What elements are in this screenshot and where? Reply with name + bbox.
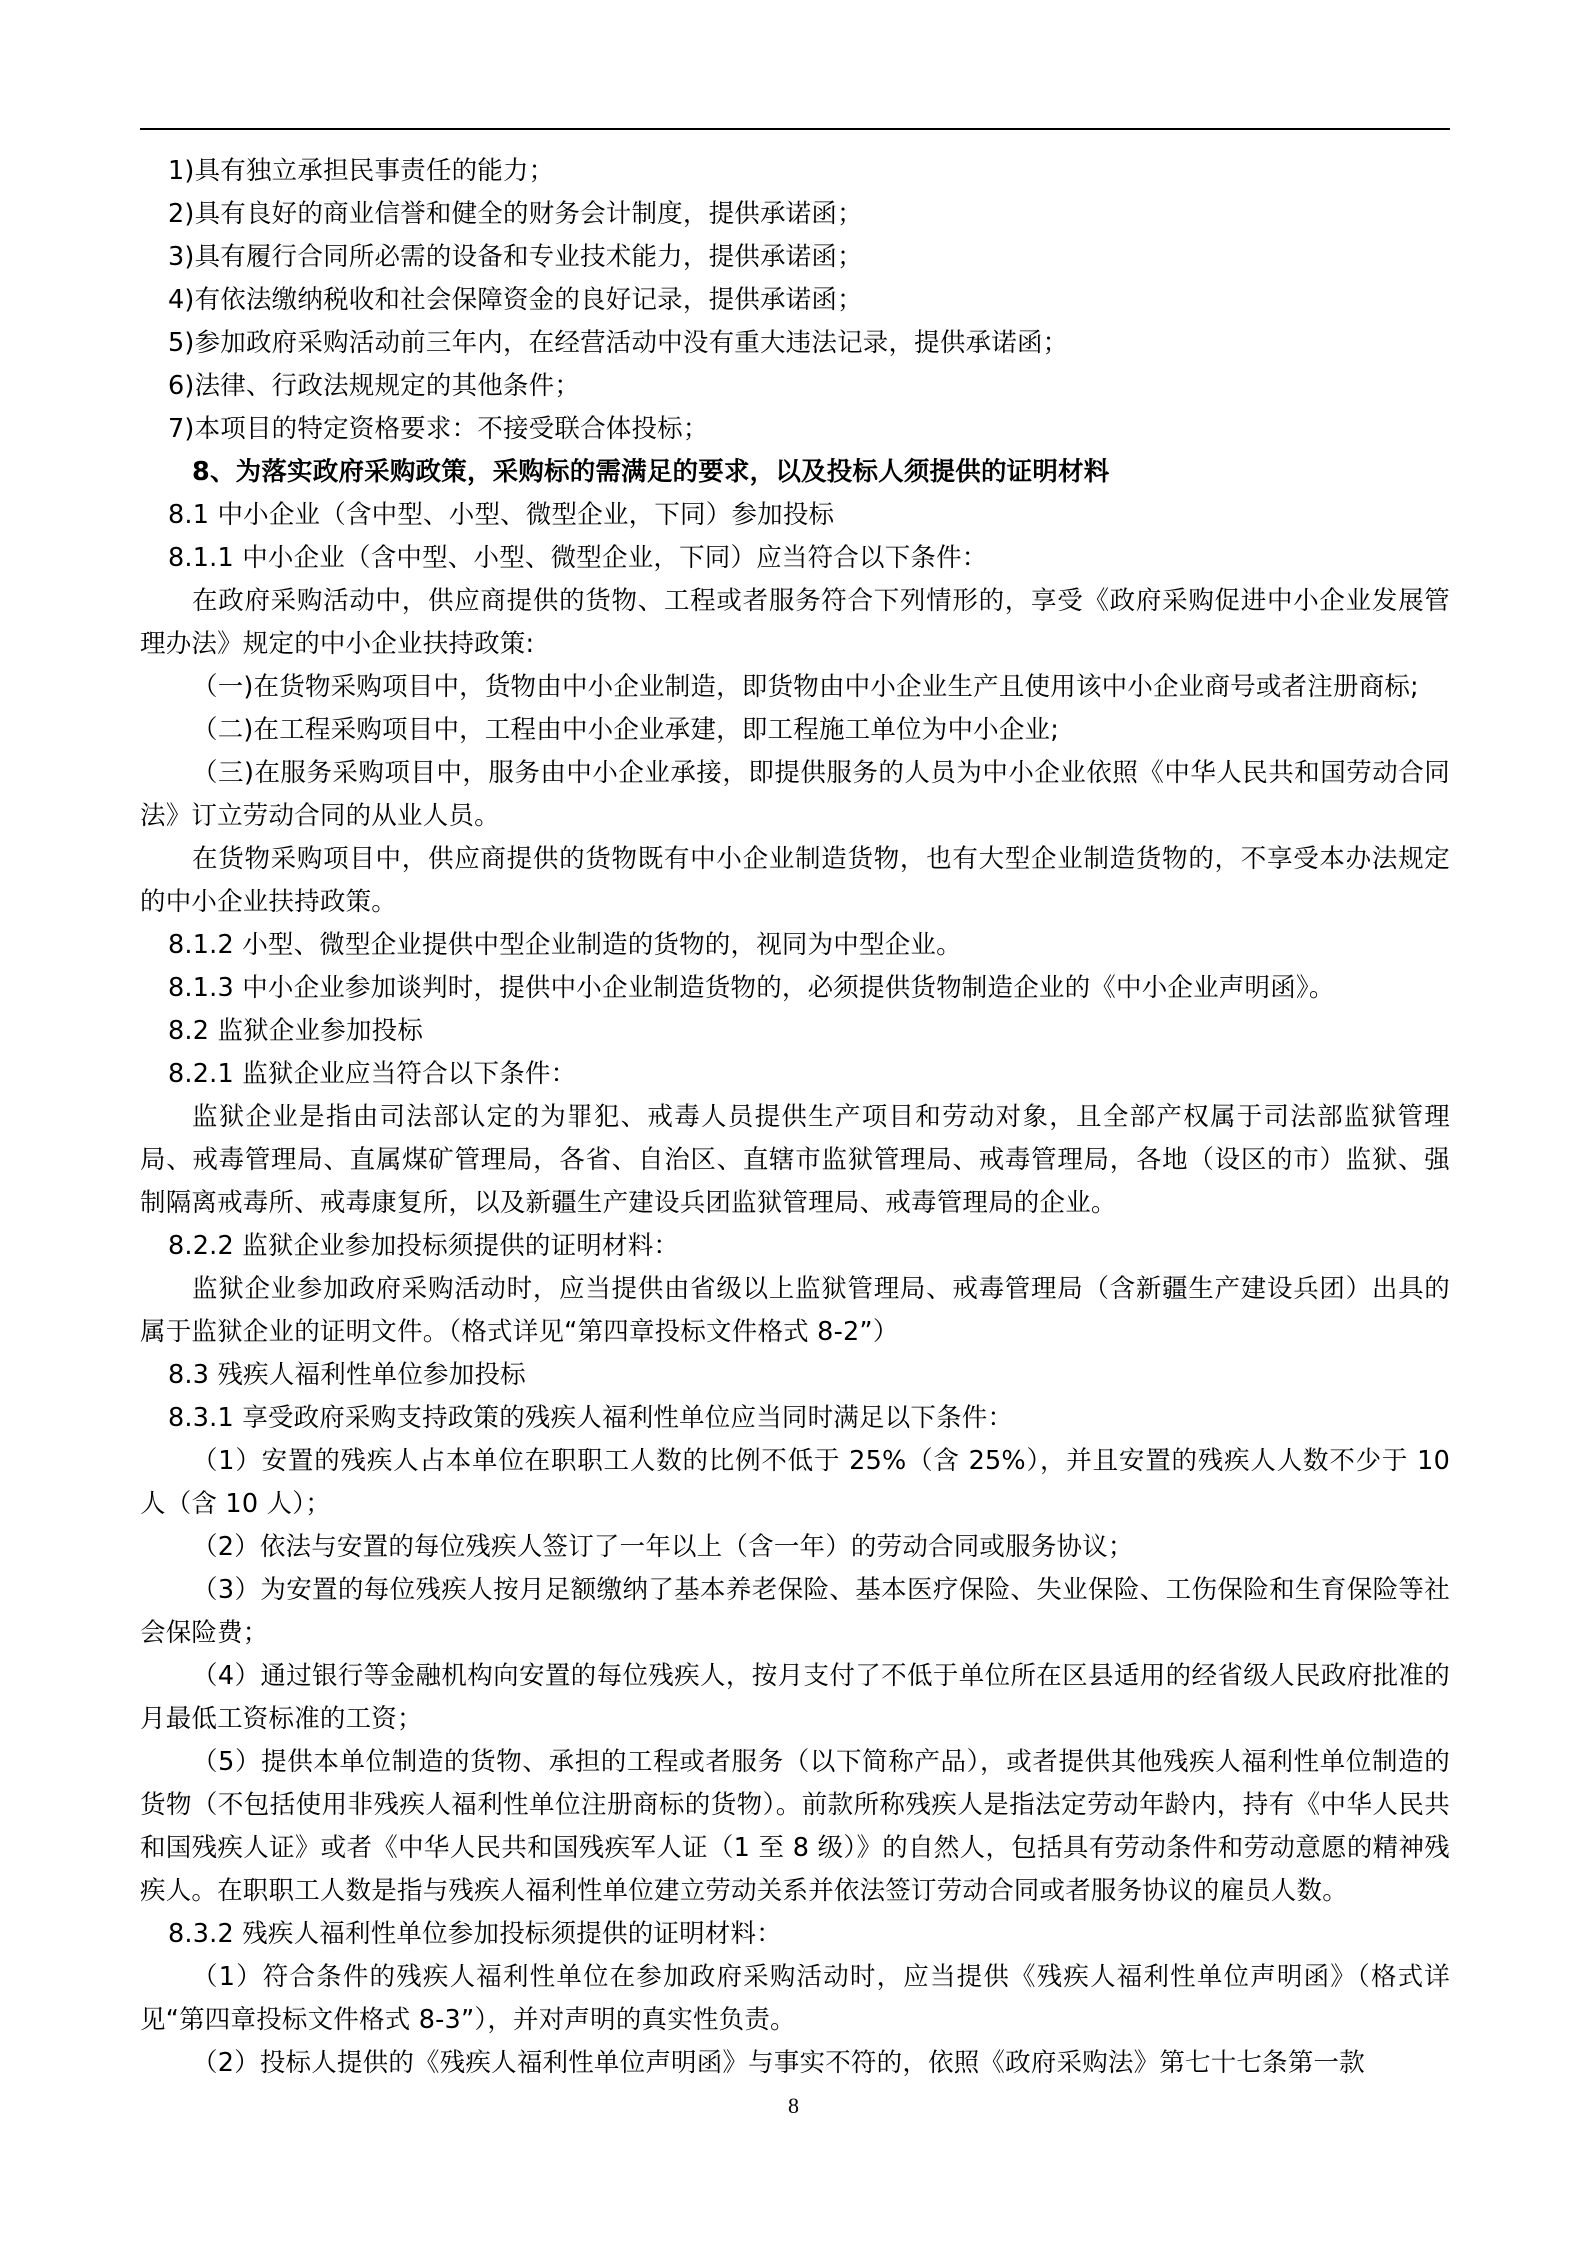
list-item: 6)法律、行政法规规定的其他条件； — [168, 371, 581, 401]
section-8-1-2: 8.1.2 小型、微型企业提供中型企业制造的货物的，视同为中型企业。 — [168, 930, 962, 960]
section-8-1-heading: 8.1 中小企业（含中型、小型、微型企业，下同）参加投标 — [168, 500, 835, 530]
paragraph: （5）提供本单位制造的货物、承担的工程或者服务（以下简称产品），或者提供其他残疾人福利性单位制造的货物（不包括使用非残疾人福利性单位注册商标的货物）。前款所称残疾人是指法定劳动年龄内，持有《中华人民共和国残疾人证》或者《中华人民共和国残疾军人证（1 至 8 级）》的自然人，包括具有劳动条件和劳动意愿的精神残疾人。在职职工人数是指与残疾人福利性单位建立劳动关系并依法签订劳动合同或者服务协议的雇员人数。 — [140, 1747, 1450, 1906]
list-item: 7)本项目的特定资格要求：不接受联合体投标； — [168, 414, 709, 444]
paragraph: （1）符合条件的残疾人福利性单位在参加政府采购活动时，应当提供《残疾人福利性单位声明函》（格式详见“第四章投标文件格式 8-3”），并对声明的真实性负责。 — [140, 1962, 1450, 2035]
paragraph: （一)在货物采购项目中，货物由中小企业制造，即货物由中小企业生产且使用该中小企业商号或者注册商标; — [192, 672, 1419, 702]
list-item: 2)具有良好的商业信誉和健全的财务会计制度，提供承诺函； — [168, 199, 863, 229]
section-8-1-3: 8.1.3 中小企业参加谈判时，提供中小企业制造货物的，必须提供货物制造企业的《中小企业声明函》。 — [168, 973, 1335, 1003]
paragraph: 监狱企业参加政府采购活动时，应当提供由省级以上监狱管理局、戒毒管理局（含新疆生产建设兵团）出具的属于监狱企业的证明文件。（格式详见“第四章投标文件格式 8-2”） — [140, 1274, 1450, 1347]
paragraph: （3）为安置的每位残疾人按月足额缴纳了基本养老保险、基本医疗保险、失业保险、工伤保险和生育保险等社会保险费； — [140, 1575, 1450, 1648]
paragraph: 在货物采购项目中，供应商提供的货物既有中小企业制造货物，也有大型企业制造货物的，不享受本办法规定的中小企业扶持政策。 — [140, 844, 1450, 917]
section-8-3-2-heading: 8.3.2 残疾人福利性单位参加投标须提供的证明材料： — [168, 1919, 782, 1949]
paragraph: 在政府采购活动中，供应商提供的货物、工程或者服务符合下列情形的，享受《政府采购促进中小企业发展管理办法》规定的中小企业扶持政策: — [140, 586, 1450, 659]
paragraph: （三)在服务采购项目中，服务由中小企业承接，即提供服务的人员为中小企业依照《中华人民共和国劳动合同法》订立劳动合同的从业人员。 — [140, 758, 1450, 831]
section-heading-8: 8、为落实政府采购政策，采购标的需满足的要求，以及投标人须提供的证明材料 — [192, 457, 1110, 487]
paragraph: （1）安置的残疾人占本单位在职职工人数的比例不低于 25%（含 25%），并且安置的残疾人人数不少于 10 人（含 10 人）； — [140, 1446, 1450, 1519]
paragraph: 监狱企业是指由司法部认定的为罪犯、戒毒人员提供生产项目和劳动对象，且全部产权属于司法部监狱管理局、戒毒管理局、直属煤矿管理局，各省、自治区、直辖市监狱管理局、戒毒管理局，各地（设区的市）监狱、强制隔离戒毒所、戒毒康复所，以及新疆生产建设兵团监狱管理局、戒毒管理局的企业。 — [140, 1102, 1450, 1218]
page-number: 8 — [788, 2093, 799, 2118]
section-8-2-heading: 8.2 监狱企业参加投标 — [168, 1016, 424, 1046]
section-8-2-1-heading: 8.2.1 监狱企业应当符合以下条件： — [168, 1059, 577, 1089]
list-item: 1)具有独立承担民事责任的能力； — [168, 156, 555, 186]
list-item: 4)有依法缴纳税收和社会保障资金的良好记录，提供承诺函； — [168, 285, 863, 315]
section-8-1-1-heading: 8.1.1 中小企业（含中型、小型、微型企业，下同）应当符合以下条件： — [168, 543, 988, 573]
header-divider — [140, 128, 1450, 130]
list-item: 3)具有履行合同所必需的设备和专业技术能力，提供承诺函； — [168, 242, 863, 272]
section-8-2-2-heading: 8.2.2 监狱企业参加投标须提供的证明材料： — [168, 1231, 680, 1261]
section-8-3-heading: 8.3 残疾人福利性单位参加投标 — [168, 1360, 526, 1390]
paragraph: （2）依法与安置的每位残疾人签订了一年以上（含一年）的劳动合同或服务协议； — [192, 1532, 1134, 1562]
paragraph: （二)在工程采购项目中，工程由中小企业承建，即工程施工单位为中小企业; — [192, 715, 1060, 745]
paragraph: （4）通过银行等金融机构向安置的每位残疾人，按月支付了不低于单位所在区县适用的经省级人民政府批准的月最低工资标准的工资； — [140, 1661, 1450, 1734]
document-body — [140, 150, 1450, 2085]
list-item: 5)参加政府采购活动前三年内，在经营活动中没有重大违法记录，提供承诺函； — [168, 328, 1069, 358]
paragraph: （2）投标人提供的《残疾人福利性单位声明函》与事实不符的，依照《政府采购法》第七十七条第一款 — [192, 2048, 1365, 2078]
section-8-3-1-heading: 8.3.1 享受政府采购支持政策的残疾人福利性单位应当同时满足以下条件： — [168, 1403, 1014, 1433]
